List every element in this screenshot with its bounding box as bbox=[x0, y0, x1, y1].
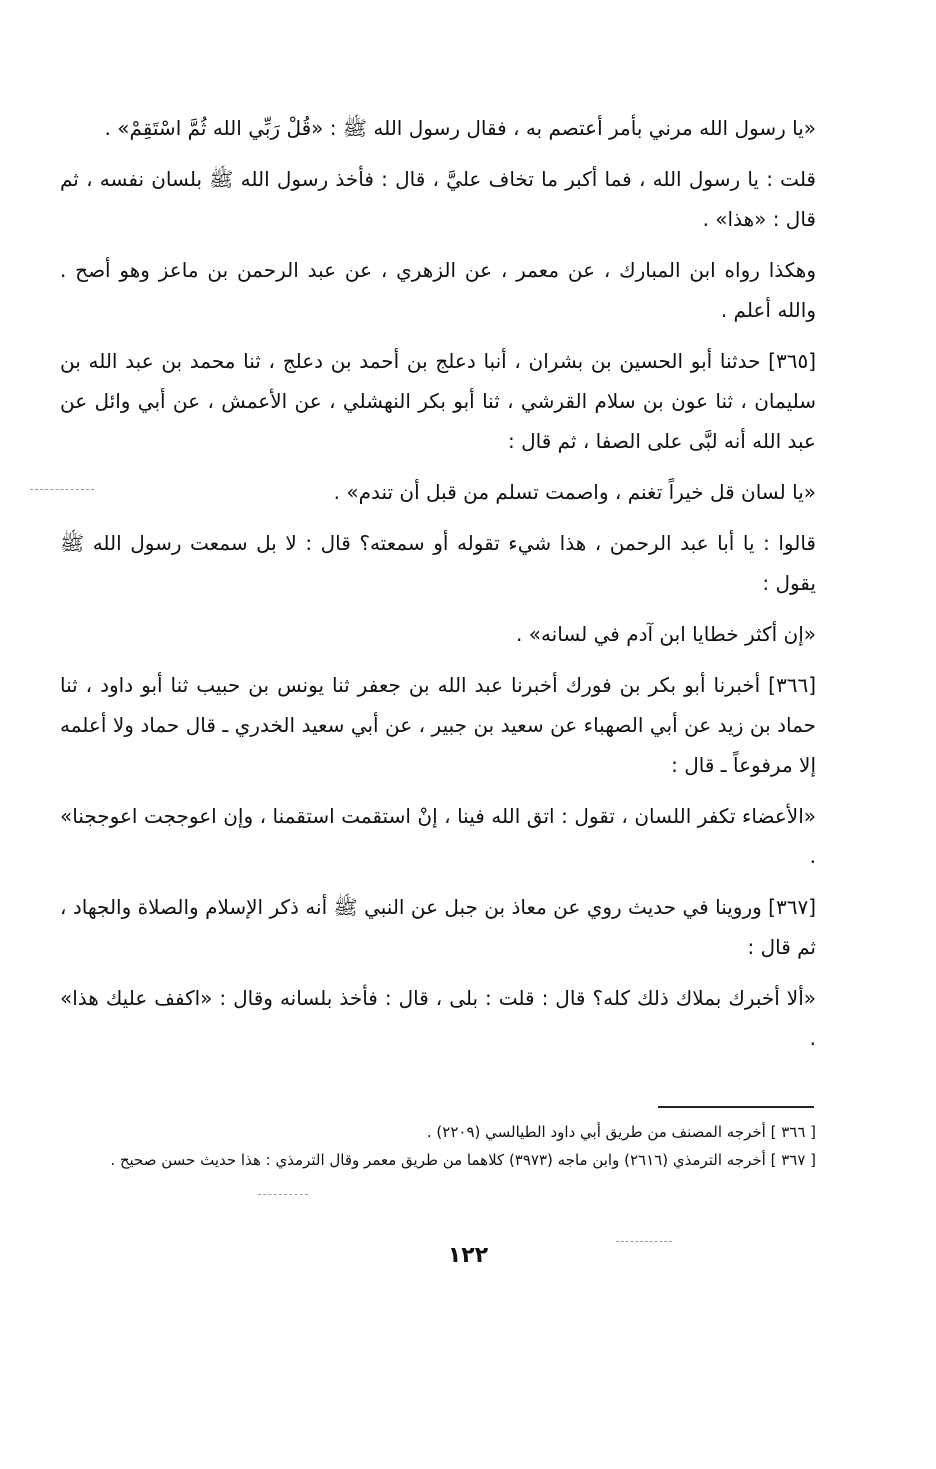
hadith-366: [٣٦٦] أخبرنا أبو بكر بن فورك أخبرنا عبد الله بن جعفر ثنا يونس بن حبيب ثنا أبو داود ، ثنا حماد بن زيد عن أبي الصهباء عن سعيد بن جبير ، عن أبي سعيد الخدري ـ قال حماد ولا أعلمه إلا مرفوعاً ـ قال : bbox=[60, 673, 816, 777]
paragraph-11: «ألا أخبرك بملاك ذلك كله؟ قال : قلت : بلى ، قال : فأخذ بلسانه وقال : «اكفف عليك هذا» . bbox=[60, 986, 816, 1050]
hadith-365: [٣٦٥] حدثنا أبو الحسين بن بشران ، أنبا دعلج بن أحمد بن دعلج ، ثنا محمد بن عبد الله بن سليمان ، ثنا عون بن سلام القرشي ، ثنا أبو بكر النهشلي ، عن الأعمش ، عن أبي وائل عن عبد الله أنه لبَّى على الصفا ، ثم قال : bbox=[60, 349, 816, 453]
paragraph-6: قالوا : يا أبا عبد الرحمن ، هذا شيء تقوله أو سمعته؟ قال : لا بل سمعت رسول الله ﷺ يقول : bbox=[60, 531, 816, 595]
page-number: ١٢٢ bbox=[447, 1243, 489, 1268]
footnote-367: [ ٣٦٧ ] أخرجه الترمذي (٢٦١٦) وابن ماجه (٣٩٧٣) كلاهما من طريق معمر وقال الترمذي : هذا حديث حسن صحيح . bbox=[110, 1151, 816, 1169]
footnotes bbox=[60, 1118, 816, 1174]
scan-mark bbox=[258, 1194, 308, 1195]
paragraph-7: «إن أكثر خطايا ابن آدم في لسانه» . bbox=[516, 622, 816, 646]
paragraph-1: «يا رسول الله مرني بأمر أعتصم به ، فقال رسول الله ﷺ : «قُلْ رَبِّي الله ثُمَّ اسْتَقِمْ» . bbox=[104, 116, 816, 140]
paragraph-9: «الأعضاء تكفر اللسان ، تقول : اتق الله فينا ، إنْ استقمت استقمنا ، وإن اعوججت اعوججنا» . bbox=[60, 804, 816, 868]
footnote-366: [ ٣٦٦ ] أخرجه المصنف من طريق أبي داود الطيالسي (٢٢٠٩) . bbox=[426, 1123, 816, 1141]
main-text bbox=[60, 108, 816, 1069]
scan-mark bbox=[30, 489, 94, 490]
paragraph-2: قلت : يا رسول الله ، فما أكبر ما تخاف عليَّ ، قال : فأخذ رسول الله ﷺ بلسان نفسه ، ثم قال : «هذا» . bbox=[60, 167, 816, 231]
paragraph-3: وهكذا رواه ابن المبارك ، عن معمر ، عن الزهري ، عن عبد الرحمن بن ماعز وهو أصح . والله أعلم . bbox=[60, 258, 816, 322]
hadith-367: [٣٦٧] وروينا في حديث روي عن معاذ بن جبل عن النبي ﷺ أنه ذكر الإسلام والصلاة والجهاد ، ثم قال : bbox=[60, 895, 816, 959]
scan-mark bbox=[616, 1241, 672, 1242]
footnote-divider bbox=[658, 1106, 814, 1108]
paragraph-5: «يا لسان قل خيراً تغنم ، واصمت تسلم من قبل أن تندم» . bbox=[333, 480, 816, 504]
